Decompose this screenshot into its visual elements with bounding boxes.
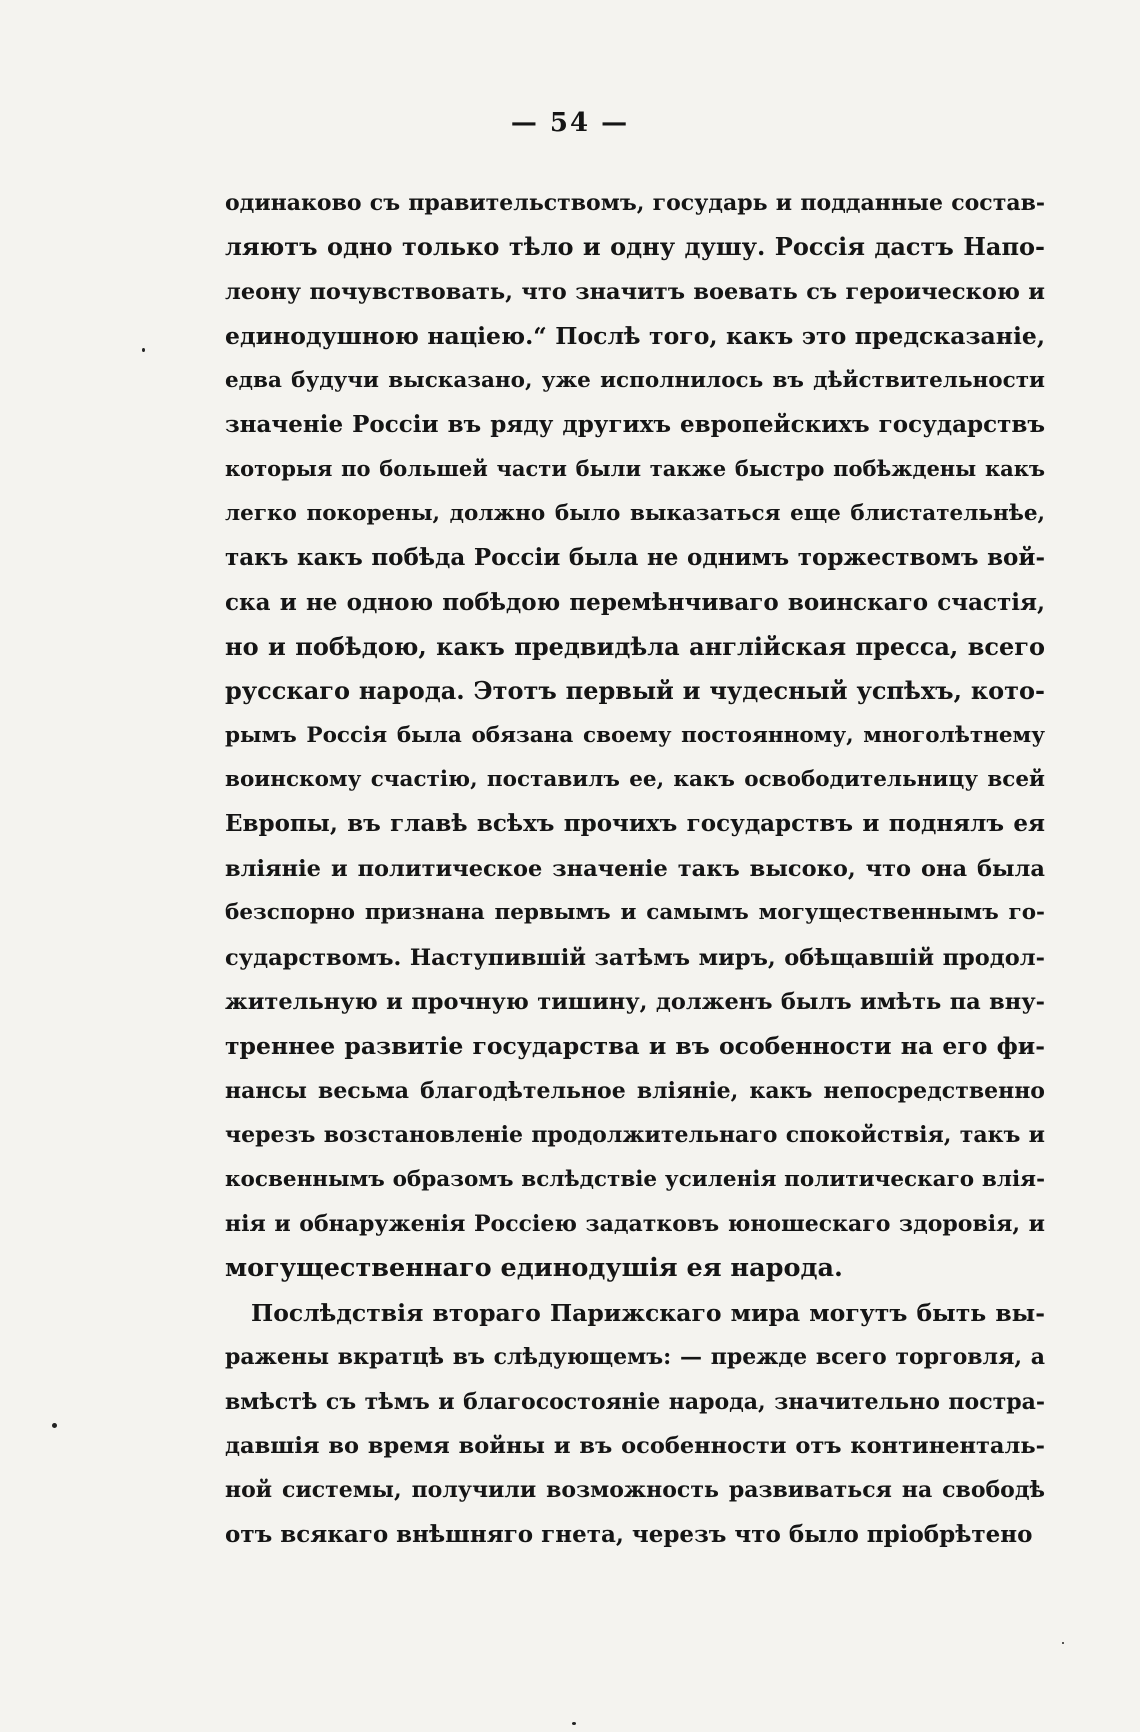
text-line: безспорно признана первымъ и самымъ могущественнымъ го- (225, 900, 1045, 926)
text-line: нія и обнаруженія Россіею задатковъ юношескаго здоровія, и (225, 1210, 1045, 1237)
text-line: давшія во время войны и въ особенности отъ континенталь- (225, 1432, 1045, 1459)
text-line: русскаго народа. Этотъ первый и чудесный успѣхъ, кото- (225, 676, 1045, 706)
text-line: жительную и прочную тишину, долженъ былъ имѣть па вну- (225, 989, 1045, 1016)
text-line: которыя по большей части были также быстро побѣждены какъ (225, 456, 1045, 482)
text-line: ска и не одною побѣдою перемѣнчиваго воинскаго счастія, (225, 588, 1045, 616)
text-line: вмѣстѣ съ тѣмъ и благосостояніе народа, значительно постра- (225, 1388, 1045, 1415)
text-line: значеніе Россіи въ ряду другихъ европейскихъ государствъ (225, 410, 1045, 438)
text-line: Послѣдствія втораго Парижскаго мира могутъ быть вы- (251, 1298, 1045, 1327)
scan-speck (1062, 1642, 1064, 1644)
text-line: могущественнаго единодушія ея народа. (225, 1253, 843, 1284)
text-line: такъ какъ побѣда Россіи была не однимъ торжествомъ вой- (225, 544, 1045, 572)
text-line: легко покорены, должно было выказаться еще блистательнѣе, (225, 500, 1045, 526)
text-line: едва будучи высказано, уже исполнилось въ дѣйствительности (225, 367, 1045, 393)
text-line: отъ всякаго внѣшняго гнета, черезъ что было пріобрѣтено (225, 1520, 1033, 1548)
text-line: одинаково съ правительствомъ, государь и подданные состав- (225, 190, 1045, 216)
text-line: ражены вкратцѣ въ слѣдующемъ: — прежде всего торговля, а (225, 1344, 1045, 1371)
text-line: сударствомъ. Наступившій затѣмъ миръ, обѣщавшій продол- (225, 944, 1045, 971)
text-line: рымъ Россія была обязана своему постоянному, многолѣтнему (225, 722, 1045, 748)
text-line: ной системы, получили возможность развиваться на свободѣ (225, 1477, 1045, 1504)
text-line: вліяніе и политическое значеніе такъ высоко, что она была (225, 855, 1045, 882)
text-line: черезъ возстановленіе продолжительнаго спокойствія, такъ и (225, 1122, 1045, 1149)
scan-speck (572, 1722, 576, 1725)
paragraph-2 (225, 1291, 1045, 1557)
text-line: леону почувствовать, что значитъ воевать съ героическою и (225, 278, 1045, 305)
text-line: но и побѣдою, какъ предвидѣла англійская пресса, всего (225, 631, 1045, 661)
text-line: единодушною націею.“ Послѣ того, какъ это предсказаніе, (225, 322, 1045, 351)
text-line: нансы весьма благодѣтельное вліяніе, какъ непосредственно (225, 1077, 1045, 1104)
paragraph-1 (225, 181, 1045, 1291)
page-body (225, 181, 1045, 1557)
text-line: воинскому счастію, поставилъ ее, какъ освободительницу всей (225, 767, 1045, 793)
scan-speck (52, 1423, 57, 1428)
page-number: — 54 — (510, 108, 630, 138)
text-line: ляютъ одно только тѣло и одну душу. Россія дастъ Напо- (225, 232, 1045, 262)
text-line: треннее развитіе государства и въ особенности на его фи- (225, 1032, 1045, 1061)
scan-speck (142, 348, 145, 352)
text-line: Европы, въ главѣ всѣхъ прочихъ государствъ и поднялъ ея (225, 810, 1045, 838)
text-line: косвеннымъ образомъ вслѣдствіе усиленія политическаго влія- (225, 1166, 1045, 1192)
